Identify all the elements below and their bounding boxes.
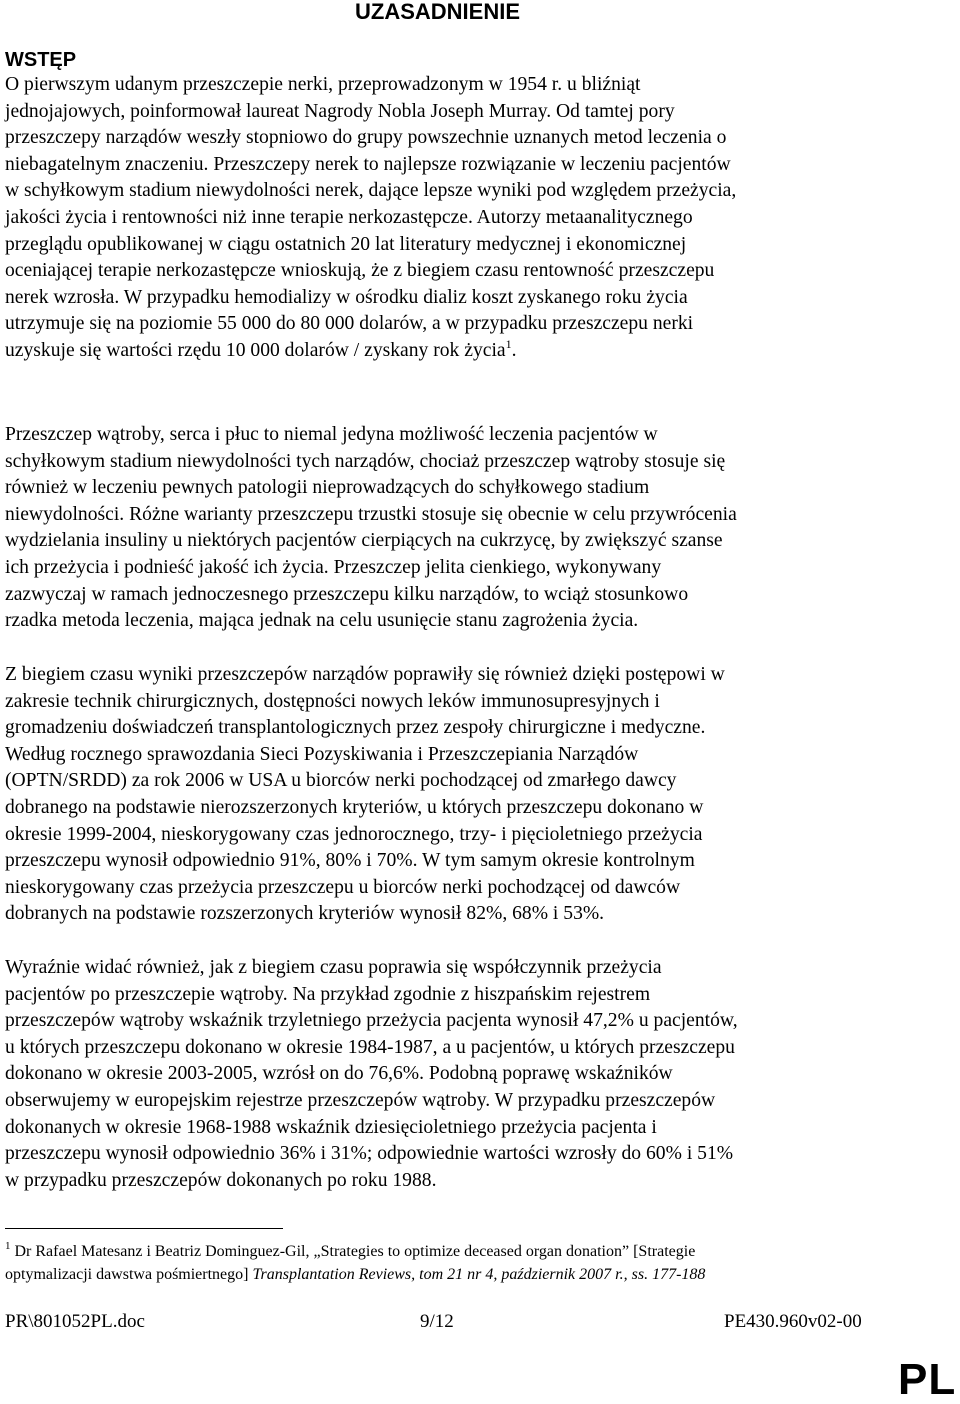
paragraph-line: w przypadku przeszczepów dokonanych po roku 1988. [5, 1169, 437, 1191]
paragraph-line: również w leczeniu pewnych patologii nieprowadzących do schyłkowego stadium [5, 477, 650, 499]
paragraph-line: oceniającej terapie nerkozastępcze wnioskują, że z biegiem czasu rentowność przeszczepu [5, 260, 715, 282]
paragraph-line: O pierwszym udanym przeszczepie nerki, przeprowadzonym w 1954 r. u bliźniąt [5, 74, 641, 95]
paragraph-line: obserwujemy w europejskim rejestrze przeszczepów wątroby. W przypadku przeszczepów [5, 1089, 716, 1111]
paragraph-line: rzadka metoda leczenia, mająca jednak na celu usunięcie stanu zagrożenia życia. [5, 610, 639, 632]
footer-page-number: 9/12 [420, 1311, 454, 1332]
paragraph-line: nerek wzrosła. W przypadku hemodializy w ośrodku dializ koszt zyskanego roku życia [5, 286, 688, 308]
footnote-line [5, 1240, 955, 1263]
paragraph-line: dokonanych w okresie 1968-1988 wskaźnik dziesięcioletniego przeżycia pacjenta i [5, 1116, 657, 1138]
paragraph-line: dokonano w okresie 2003-2005, wzrósł on do 76,6%. Podobną poprawę wskaźników [5, 1063, 673, 1085]
paragraph-line: w schyłkowym stadium niewydolności nerek, dające lepsze wyniki pod względem przeżycia, [5, 180, 737, 202]
paragraph-line: jednojajowych, poinformował laureat Nagrody Nobla Joseph Murray. Od tamtej pory [5, 100, 675, 122]
paragraph-line: ich przeżycia i podnieść jakość ich życia. Przeszczep jelita cienkiego, wykonywany [5, 556, 662, 578]
paragraph-line: przeszczepu wynosił odpowiednio 36% i 31%; odpowiednie wartości wzrosły do 60% i 51% [5, 1143, 734, 1165]
paragraph-line: u których przeszczepu dokonano w okresie 1984-1987, a u pacjentów, u których przeszczepu [5, 1036, 735, 1058]
document-title: UZASADNIENIE [355, 0, 521, 24]
paragraph-line: przeszczepy narządów weszły stopniowo do grupy powszechnie uznanych metod leczenia o [5, 127, 727, 149]
paragraph-line-text: uzyskuje się wartości rzędu 10 000 dolarów / zyskany rok życia [5, 339, 506, 361]
footnote [5, 1240, 955, 1286]
footnote-text: optymalizacji dawstwa pośmiertnego] [5, 1266, 253, 1283]
footer-document-code: PE430.960v02-00 [724, 1311, 862, 1332]
paragraph-line: zazwyczaj w ramach jednoczesnego przeszczepu kilku narządów, to wciąż stosunkowo [5, 583, 689, 605]
paragraph-line: utrzymuje się na poziomie 55 000 do 80 000 dolarów, a w przypadku przeszczepu nerki [5, 313, 694, 335]
footnote-number: 1 [5, 1240, 11, 1252]
paragraph-line: przeszczepów wątroby wskaźnik trzyletniego przeżycia pacjenta wynosił 47,2% u pacjentów, [5, 1010, 738, 1032]
footnote-separator [5, 1228, 283, 1229]
paragraph-line: Z biegiem czasu wyniki przeszczepów narządów poprawiły się również dzięki postępowi w [5, 664, 725, 685]
paragraph-line: niewydolności. Różne warianty przeszczepu trzustki stosuje się obecnie w celu przywrócenia [5, 503, 737, 525]
language-code: PL [898, 1355, 957, 1404]
footnote-line [5, 1263, 955, 1286]
paragraph-line: (OPTN/SRDD) za rok 2006 w USA u biorców nerki pochodzącej od zmarłego dawcy [5, 770, 677, 792]
paragraph-line: Według rocznego sprawozdania Sieci Pozyskiwania i Przeszczepiania Narządów [5, 743, 639, 765]
paragraph-end-punctuation: . [511, 339, 517, 361]
paragraph-line: pacjentów po przeszczepie wątroby. Na przykład zgodnie z hiszpańskim rejestrem [5, 983, 651, 1005]
paragraph-4 [5, 955, 955, 1194]
paragraph-line: wydzielania insuliny u niektórych pacjentów cierpiących na cukrzycę, by zwiększyć szanse [5, 530, 723, 552]
paragraph-line: dobranych na podstawie rozszerzonych kryteriów wynosił 82%, 68% i 53%. [5, 903, 605, 925]
paragraph-line: okresie 1999-2004, nieskorygowany czas jednorocznego, trzy- i pięcioletniego przeżycia [5, 823, 703, 845]
paragraph-line: Wyraźnie widać również, jak z biegiem czasu poprawia się współczynnik przeżycia [5, 957, 662, 978]
footnote-reference[interactable]: 1 [505, 336, 512, 351]
paragraph-line: przeszczepu wynosił odpowiednio 91%, 80% i 70%. W tym samym okresie kontrolnym [5, 850, 695, 872]
section-heading: WSTĘP [5, 49, 77, 71]
paragraph-line: schyłkowym stadium niewydolności tych narządów, chociaż przeszczep wątroby stosuje się [5, 450, 726, 472]
footnote-citation: Transplantation Reviews, tom 21 nr 4, październik 2007 r., ss. 177-188 [252, 1266, 706, 1283]
paragraph-line: dobranego na podstawie nierozszerzonych kryteriów, u których przeszczepu dokonano w [5, 796, 704, 818]
footnote-text: Dr Rafael Matesanz i Beatriz Dominguez-Gil, „Strategies to optimize deceased organ donation” [Strategie [10, 1243, 696, 1260]
paragraph-1 [5, 72, 955, 365]
paragraph-line: niebagatelnym znaczeniu. Przeszczepy nerek to najlepsze rozwiązanie w leczeniu pacjentów [5, 153, 731, 175]
paragraph-line: nieskorygowany czas przeżycia przeszczepu u biorców nerki pochodzącej od dawców [5, 876, 681, 898]
paragraph-line: gromadzeniu doświadczeń transplantologicznych przez zespoły chirurgiczne i medyczne. [5, 717, 706, 739]
footer-document-reference: PR\801052PL.doc [5, 1311, 145, 1332]
paragraph-line: Przeszczep wątroby, serca i płuc to niemal jedyna możliwość leczenia pacjentów w [5, 424, 658, 445]
paragraph-line: zakresie technik chirurgicznych, dostępności nowych leków immunosupresyjnych i [5, 690, 660, 712]
paragraph-3 [5, 662, 955, 928]
paragraph-line: przeglądu opublikowanej w ciągu ostatnich 20 lat literatury medycznej i ekonomicznej [5, 233, 687, 255]
paragraph-line: jakości życia i rentowności niż inne terapie nerkozastępcze. Autorzy metaanalitycznego [5, 206, 693, 228]
paragraph-2 [5, 422, 955, 635]
paragraph-line-last [5, 338, 955, 365]
